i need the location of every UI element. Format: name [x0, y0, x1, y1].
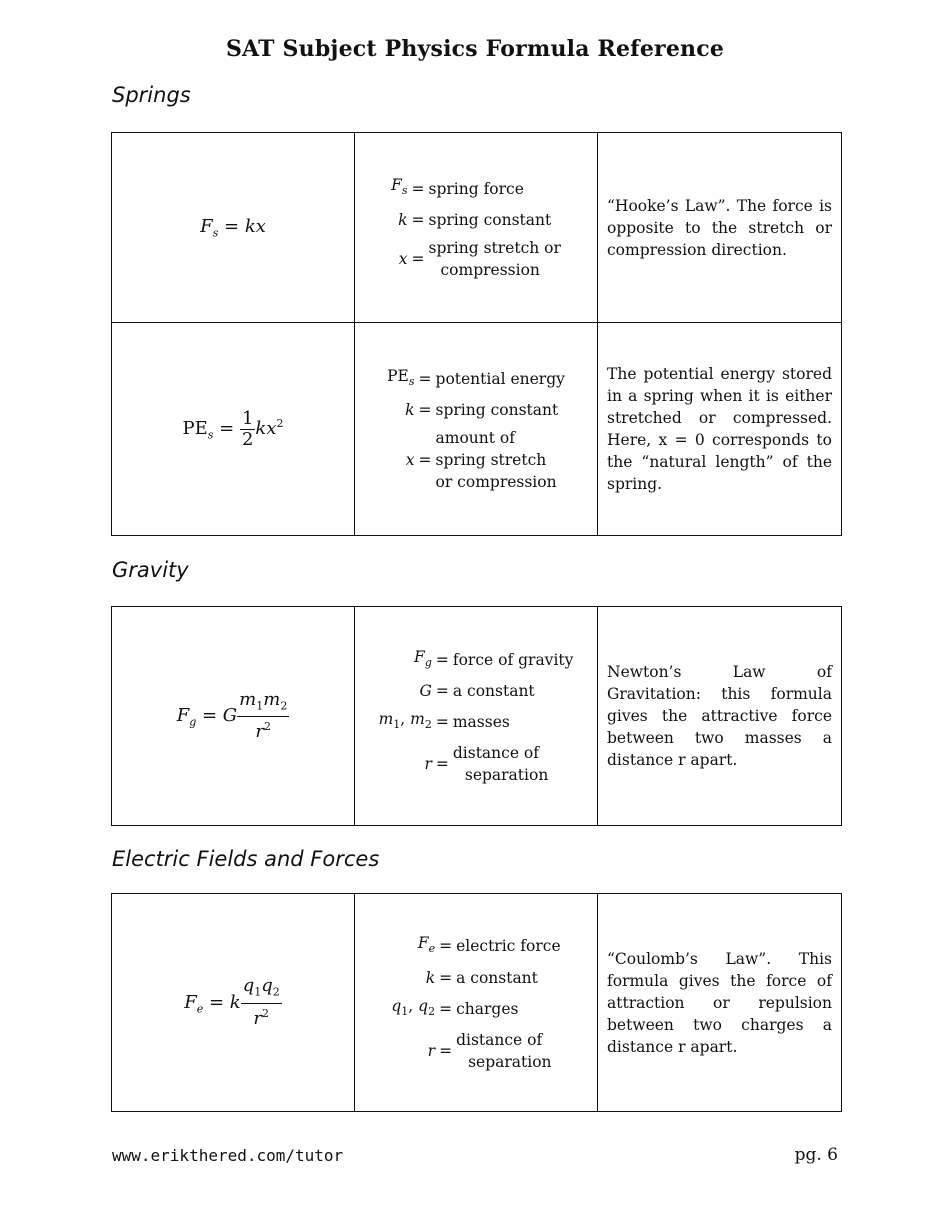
- var-definition: amount of: [435, 429, 515, 448]
- table-row: [112, 133, 842, 323]
- var-definition: spring constant: [428, 210, 552, 229]
- var-definition-cont: separation: [468, 1052, 552, 1071]
- var-definition: masses: [452, 713, 510, 732]
- var-definition: electric force: [456, 937, 561, 956]
- section-heading-gravity: Gravity: [112, 558, 189, 582]
- gravity-table: [111, 606, 842, 826]
- coulomb-description: “Coulomb’s Law”. This formula gives the force of attraction or repulsion between two charges a distance r apart.: [607, 949, 832, 1056]
- table-row: [112, 607, 842, 826]
- table-row: [112, 894, 842, 1112]
- description-cell: [598, 133, 842, 323]
- gravitation-description: Newton’s Law of Gravitation: this formula gives the attractive force between two masses a distance r apart.: [607, 663, 832, 769]
- var-definition-cont: separation: [464, 766, 549, 785]
- page-number: pg. 6: [794, 1145, 838, 1165]
- formula-cell: [112, 323, 355, 536]
- springs-table: [111, 132, 842, 536]
- var-definition-cont: or compression: [435, 473, 557, 492]
- var-definition-cont: compression: [440, 260, 540, 279]
- section-heading-electric: Electric Fields and Forces: [112, 847, 380, 871]
- var-definition: distance of: [456, 1030, 543, 1049]
- section-heading-springs: Springs: [112, 83, 191, 107]
- variables-cell: $F_e$ = electric force k = a constant $q_1$, $q_2$ = charges r = distance of separation: [355, 894, 598, 1112]
- var-definition: force of gravity: [452, 650, 574, 669]
- variables-cell: $F_g$ = force of gravity G = a constant $m_1$, $m_2$ = masses r = distance of separation: [355, 607, 598, 826]
- formula-cell: [112, 894, 355, 1112]
- var-definition: spring force: [428, 179, 524, 198]
- formula-cell: [112, 607, 355, 826]
- description-cell: [598, 323, 842, 536]
- table-row: [112, 323, 842, 536]
- electric-table: [111, 893, 842, 1112]
- hooke-description: “Hooke’s Law”. The force is opposite to the stretch or compression direction.: [607, 196, 832, 259]
- var-definition: spring stretch or: [428, 238, 561, 257]
- var-definition: charges: [456, 999, 519, 1018]
- var-definition: a constant: [452, 682, 535, 700]
- var-definition: distance of: [452, 744, 539, 763]
- hooke-formula: $F_s$ = kx: [200, 215, 266, 240]
- page-title: SAT Subject Physics Formula Reference: [225, 36, 725, 62]
- variables-cell: $F_s$ = spring force k = spring constant x = spring stretch or compression: [355, 133, 598, 323]
- description-cell: [598, 894, 842, 1112]
- footer-url: www.erikthered.com/tutor: [112, 1146, 344, 1165]
- var-definition-cont: spring stretch: [435, 451, 547, 470]
- spring-pe-formula: $PE_s$ = $\frac{1}{2}$ $kx^2$: [182, 407, 284, 450]
- spring-pe-description: The potential energy stored in a spring when it is either stretched or compressed. Here, x = 0 corresponds to the “natural length” of the spring.: [607, 365, 832, 493]
- variables-cell: $PE_s$ = potential energy k = spring constant x = amount of spring stretch or compression: [355, 323, 598, 536]
- var-definition: spring constant: [435, 401, 559, 420]
- formula-cell: [112, 133, 355, 323]
- var-definition: potential energy: [435, 370, 565, 388]
- description-cell: [598, 607, 842, 826]
- gravitation-formula: $F_g = G$ $\frac{m_1m_2}{r^2}$: [176, 688, 288, 743]
- var-definition: a constant: [456, 968, 538, 987]
- coulomb-formula: $F_e = k$ $\frac{q_1q_2}{r^2}$: [184, 975, 280, 1029]
